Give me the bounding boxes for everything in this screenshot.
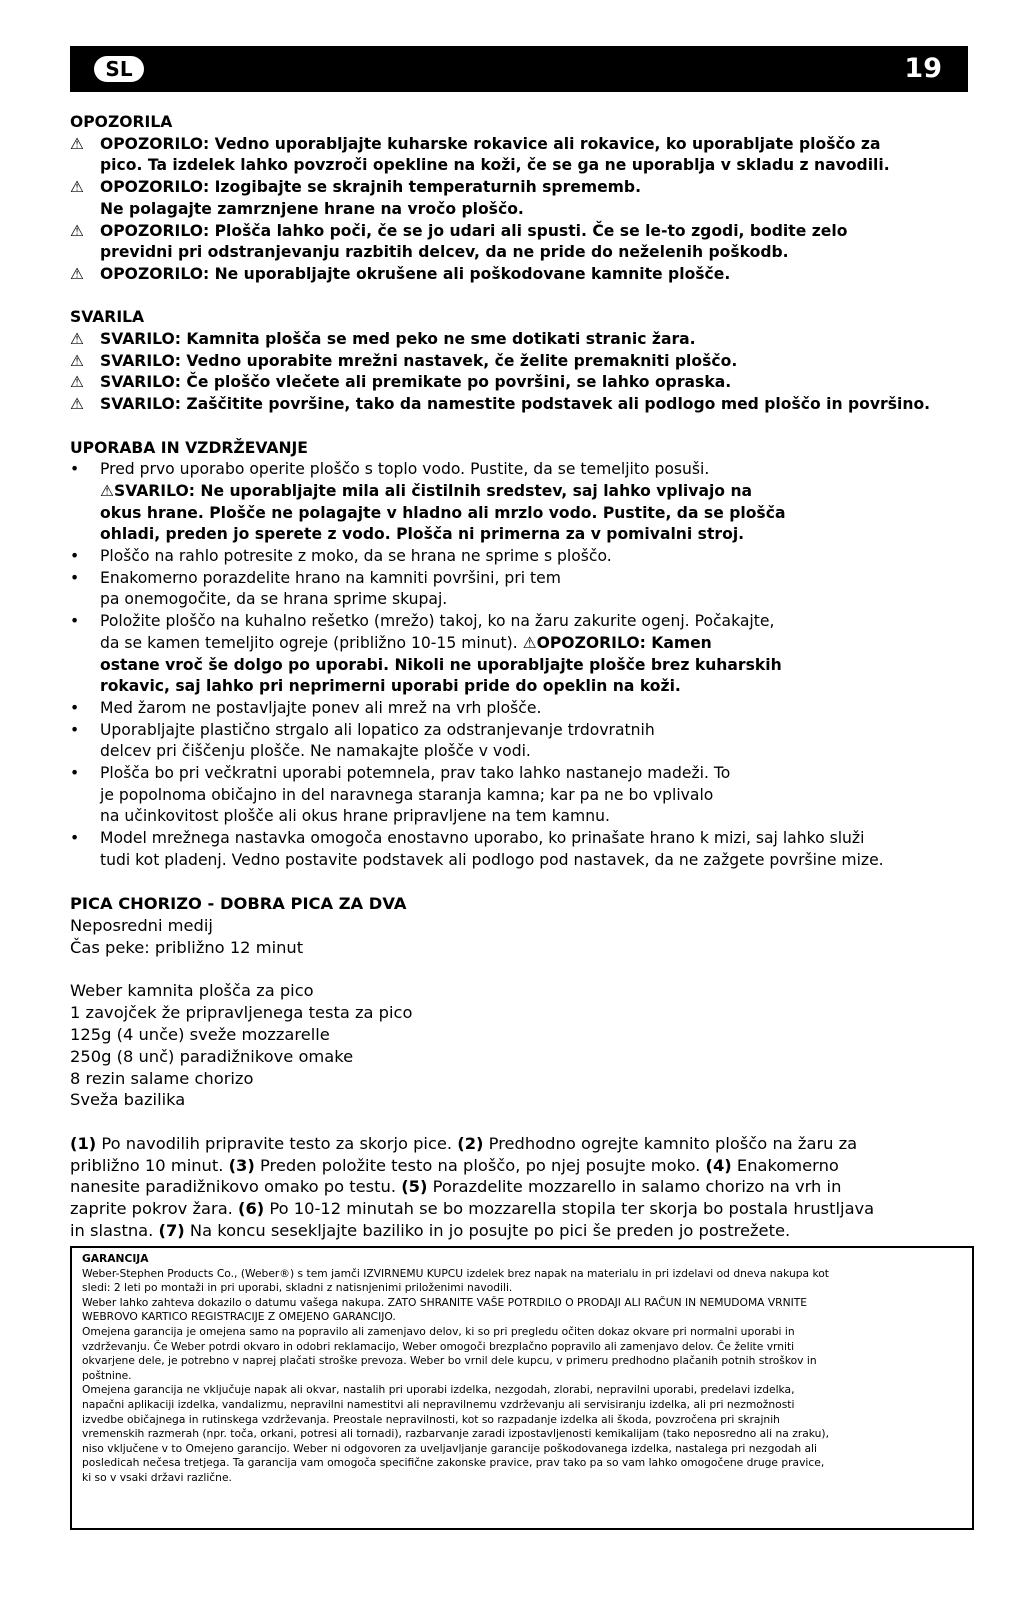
- warning-item: ⚠ OPOZORILO: Plošča lahko poči, če se jo udari ali spusti. Če se le-to zgodi, bodite zelo previdni pri odstranjevanju razbitih delcev, da ne pride do neželenih poškodb.: [70, 221, 848, 262]
- list-item: • Plošča bo pri večkratni uporabi potemnela, prav tako lahko nastanejo madeži. To je popolnoma običajno in del naravnega staranja kamna; kar pa ne bo vplivalo na učinkovitost plošče ali okus hrane pripravljene na tem kamnu.: [70, 764, 731, 826]
- page-header: [70, 46, 968, 92]
- section-title-svarila: SVARILA: [70, 308, 145, 327]
- list-item: • Med žarom ne postavljajte ponev ali mrež na vrh plošče.: [70, 698, 976, 720]
- warning-triangle-icon: ⚠: [70, 221, 84, 240]
- warranty-line: Weber lahko zahteva dokazilo o datumu vašega nakupa. ZATO SHRANITE VAŠE POTRDILO O PRODAJI ALI RAČUN IN NEMUDOMA VRNITE: [82, 1295, 808, 1309]
- recipe-steps: (1) Po navodilih pripravite testo za skorjo pice. (2) Predhodno ogrejte kamnito ploščo na žaru za približno 10 minut. (3) Preden položite testo na ploščo, po njej posujte moko. (4) Enakomerno nanesite paradižnikovo omako po testu. (5) Porazdelite mozzarello in salamo chorizo na vrh in zaprite pokrov žara. (6) Po 10-12 minutah se bo mozzarella stopila ter skorja bo postala hrustljava in slastna. (7) Na koncu sesekljajte baziliko in jo posujte po pici še preden jo postrežete.: [70, 1133, 875, 1240]
- caution-item: ⚠ SVARILO: Vedno uporabite mrežni nastavek, če želite premakniti ploščo.: [70, 351, 976, 373]
- bullet-dot-icon: •: [70, 720, 80, 739]
- recipe-title: PICA CHORIZO - DOBRA PICA ZA DVA: [70, 894, 407, 914]
- bullet-dot-icon: •: [70, 547, 80, 566]
- bullet-dot-icon: •: [70, 829, 80, 848]
- warning-triangle-icon: ⚠: [70, 395, 84, 414]
- warning-triangle-icon: ⚠: [70, 373, 84, 392]
- warranty-line: vzdrževanju. Če Weber potrdi okvaro in odobri reklamacijo, Weber omogoči brezplačno popravilo ali zamenjavo delov. Če želite vrniti: [82, 1339, 795, 1353]
- warning-triangle-icon: ⚠: [70, 134, 84, 153]
- ingredient-item: 8 rezin salame chorizo: [70, 1068, 254, 1088]
- warning-item: ⚠ OPOZORILO: Izogibajte se skrajnih temperaturnih sprememb. Ne polagajte zamrznjene hrane na vročo ploščo.: [70, 178, 641, 218]
- warning-item: ⚠ OPOZORILO: Vedno uporabljajte kuharske rokavice ali rokavice, ko uporabljate ploščo za pico. Ta izdelek lahko povzroči opekline na koži, če se ga ne uporablja v skladu z navodili.: [70, 134, 890, 175]
- warranty-title: GARANCIJA: [82, 1252, 149, 1265]
- warranty-line: sledi: 2 leti po montaži in pri uporabi, skladni z natisnjenimi priloženimi navodili.: [82, 1281, 513, 1295]
- bullet-dot-icon: •: [70, 568, 80, 587]
- bullet-dot-icon: •: [70, 764, 80, 783]
- warranty-line: posledicah nečesa tretjega. Ta garancija vam omogoča specifične zakonske pravice, prav tako pa so vam lahko omogočene druge pravice,: [82, 1456, 825, 1470]
- warning-triangle-icon: ⚠: [70, 330, 84, 349]
- list-item: • Model mrežnega nastavka omogoča enostavno uporabo, ko prinašate hrano k mizi, saj lahko služi tudi kot pladenj. Vedno postavite podstavek ali podlogo pod nastavek, da ne zažgete površine mize.: [70, 829, 884, 869]
- warranty-line: niso vključene v to Omejeno garancijo. Weber ni odgovoren za uveljavljanje garancije poškodovanega izdelka, nastalega pri nezgodah ali: [82, 1441, 817, 1455]
- warning-triangle-icon: ⚠: [100, 481, 114, 500]
- warranty-line: izvedbe običajnega in rutinskega vzdrževanja. Preostale nepravilnosti, kot so razpadanje izdelka ali škoda, povzročena pri skrajnih: [82, 1412, 780, 1426]
- ingredient-item: Sveža bazilika: [70, 1090, 186, 1110]
- warning-triangle-icon: ⚠: [70, 264, 84, 283]
- warranty-line: Weber-Stephen Products Co., (Weber®) s tem jamči IZVIRNEMU KUPCU izdelek brez napak na materialu in pri izdelavi od dneva nakupa kot: [82, 1266, 829, 1280]
- list-item: • Položite ploščo na kuhalno rešetko (mrežo) takoj, ko na žaru zakurite ogenj. Počakajte, da se kamen temeljito ogreje (približno 10-15 minut). ⚠OPOZORILO: Kamen ostane vroč še dolgo po uporabi. Nikoli ne uporabljajte plošče brez kuharskih rokavic, saj lahko pri neprimerni uporabi pride do opeklin na koži.: [70, 612, 782, 696]
- warranty-line: poštnine.: [82, 1368, 132, 1382]
- list-item: • Uporabljajte plastično strgalo ali lopatico za odstranjevanje trdovratnih delcev pri čiščenju plošče. Ne namakajte plošče v vodi.: [70, 720, 655, 761]
- warranty-line: vremenskih razmerah (npr. toča, orkani, potresi ali tornadi), razbarvanje zaradi izpostavljenosti kemikalijam (tako neposredno ali na zraku),: [82, 1427, 829, 1441]
- recipe-method: Neposredni medij: [70, 916, 213, 936]
- warranty-line: Omejena garancija je omejena samo na popravilo ali zamenjavo delov, ki so pri pregledu očiten dokaz okvare pri normalni uporabi in: [82, 1324, 795, 1338]
- ingredient-item: 1 zavojček že pripravljenega testa za pico: [70, 1003, 413, 1023]
- caution-item: ⚠ SVARILO: Zaščitite površine, tako da namestite podstavek ali podlogo med ploščo in površino.: [70, 394, 976, 416]
- bullet-dot-icon: •: [70, 698, 80, 717]
- ingredient-item: 125g (4 unče) sveže mozzarelle: [70, 1024, 330, 1044]
- warranty-line: ki so v vsaki državi različne.: [82, 1470, 232, 1484]
- bullet-dot-icon: •: [70, 460, 80, 479]
- list-item: • Pred prvo uporabo operite ploščo s toplo vodo. Pustite, da se temeljito posuši. ⚠SVARILO: Ne uporabljajte mila ali čistilnih sredstev, saj lahko vplivajo na okus hrane. Plošče ne polagajte v hladno ali mrzlo vodo. Pustite, da se plošča ohladi, preden jo sperete z vodo. Plošča ni primerna za v pomivalni stroj.: [70, 460, 786, 544]
- warning-triangle-icon: ⚠: [70, 351, 84, 370]
- warranty-line: WEBROVO KARTICO REGISTRACIJE Z OMEJENO GARANCIJO.: [82, 1310, 396, 1324]
- manual-content: [70, 112, 976, 1242]
- ingredient-item: Weber kamnita plošča za pico: [70, 981, 314, 1001]
- warranty-line: okvarjene dele, je potrebno v naprej plačati stroške prevoza. Weber bo vrnil dele kupcu, v primeru predhodno plačanih potnih stroškov in: [82, 1354, 817, 1368]
- warranty-line: napačni aplikaciji izdelka, vandalizmu, nepravilni namestitvi ali nepravilnemu vzdrževanju ali servisiranju izdelka, ali pri nezmožnosti: [82, 1397, 795, 1411]
- section-title-uporaba: UPORABA IN VZDRŽEVANJE: [70, 438, 308, 457]
- warning-triangle-icon: ⚠: [522, 633, 537, 652]
- section-title-opozorila: OPOZORILA: [70, 113, 173, 131]
- warranty-line: Omejena garancija ne vključuje napak ali okvar, nastalih pri uporabi izdelka, nezgodah, zlorabi, nepravilni uporabi, predelavi izdelka,: [82, 1383, 795, 1397]
- page-number: 19: [904, 53, 942, 84]
- warning-triangle-icon: ⚠: [70, 178, 84, 197]
- list-item: • Ploščo na rahlo potresite z moko, da se hrana ne sprime s ploščo.: [70, 546, 976, 568]
- ingredient-item: 250g (8 unč) paradižnikove omake: [70, 1046, 354, 1066]
- caution-item: ⚠ SVARILO: Če ploščo vlečete ali premikate po površini, se lahko opraska.: [70, 372, 976, 394]
- bullet-dot-icon: •: [70, 612, 80, 631]
- language-badge: SL: [94, 56, 144, 82]
- warning-item: ⚠ OPOZORILO: Ne uporabljajte okrušene ali poškodovane kamnite plošče.: [70, 264, 976, 286]
- recipe-time: Čas peke: približno 12 minut: [70, 937, 304, 957]
- caution-item: ⚠ SVARILO: Kamnita plošča se med peko ne sme dotikati stranic žara.: [70, 329, 976, 351]
- warranty-box: [70, 1246, 974, 1530]
- list-item: • Enakomerno porazdelite hrano na kamniti površini, pri tem pa onemogočite, da se hrana sprime skupaj.: [70, 568, 561, 609]
